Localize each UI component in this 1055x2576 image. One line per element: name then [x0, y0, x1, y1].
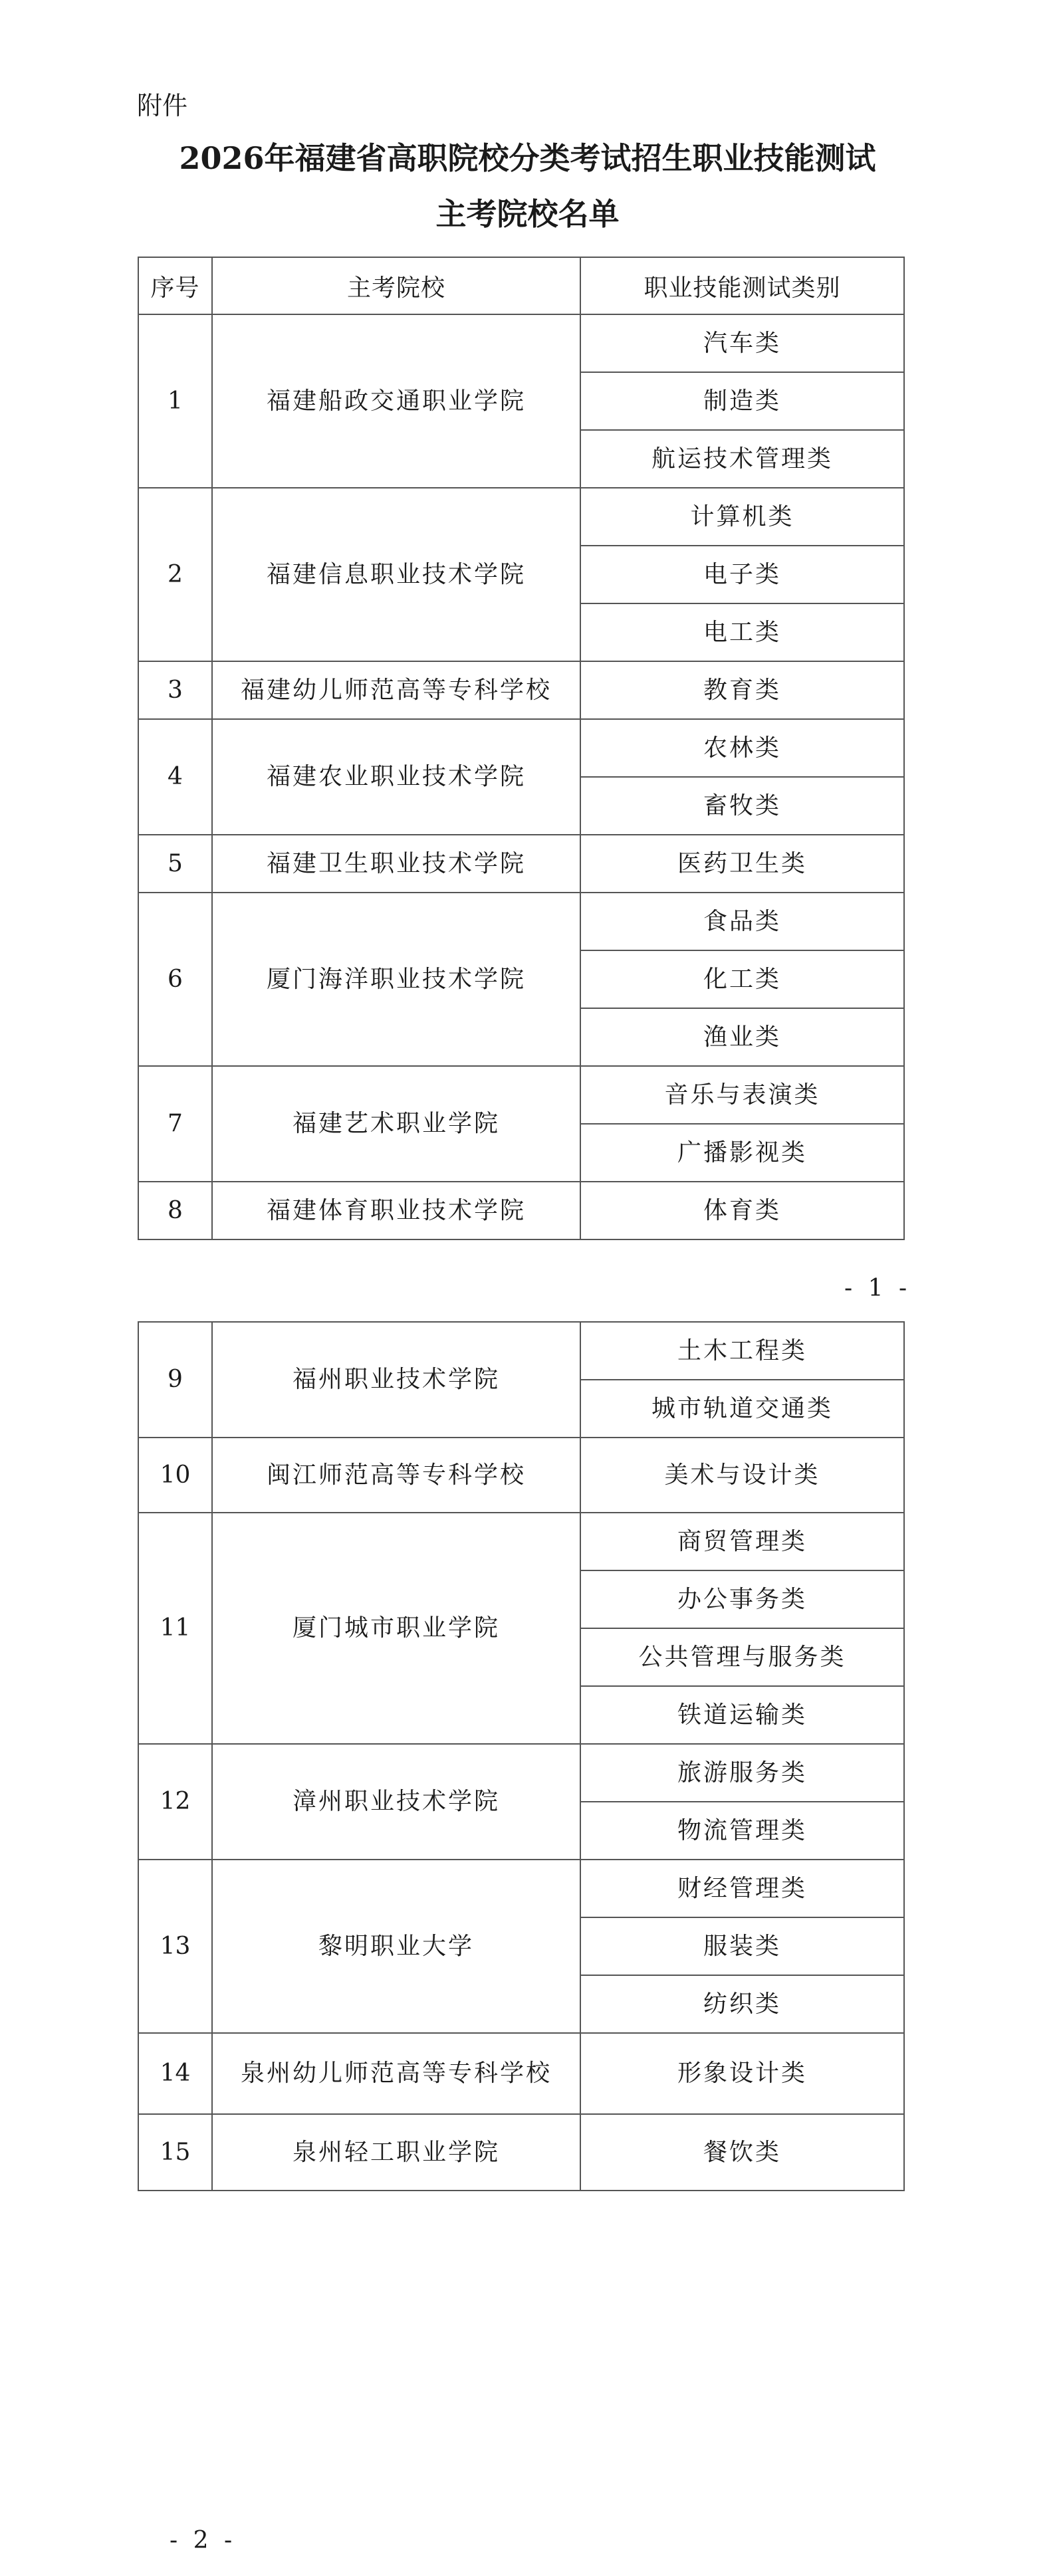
- table-header-row: [138, 257, 904, 314]
- row-category: 音乐与表演类: [580, 1066, 904, 1124]
- row-no: 11: [138, 1513, 212, 1744]
- row-school: 泉州幼儿师范高等专科学校: [212, 2033, 580, 2114]
- row-no: 10: [138, 1438, 212, 1513]
- row-school: 泉州轻工职业学院: [212, 2114, 580, 2191]
- row-no: 15: [138, 2114, 212, 2191]
- row-school: 福州职业技术学院: [212, 1322, 580, 1438]
- row-category: 旅游服务类: [580, 1744, 904, 1802]
- page-number: - 2 -: [170, 2527, 237, 2554]
- header-category: 职业技能测试类别: [580, 257, 904, 314]
- row-category: 纺织类: [580, 1975, 904, 2033]
- row-category: 化工类: [580, 950, 904, 1008]
- row-category: 服装类: [580, 1917, 904, 1975]
- row-school: 漳州职业技术学院: [212, 1744, 580, 1860]
- row-category: 铁道运输类: [580, 1686, 904, 1744]
- row-category: 食品类: [580, 893, 904, 950]
- row-category: 电工类: [580, 603, 904, 661]
- row-category: 物流管理类: [580, 1802, 904, 1860]
- row-no: 14: [138, 2033, 212, 2114]
- row-category: 城市轨道交通类: [580, 1380, 904, 1438]
- table-row: [138, 2033, 904, 2114]
- row-category: 土木工程类: [580, 1322, 904, 1380]
- table-row: [138, 488, 904, 546]
- table-row: [138, 1438, 904, 1513]
- row-school: 闽江师范高等专科学校: [212, 1438, 580, 1513]
- row-no: 5: [138, 835, 212, 893]
- row-category: 财经管理类: [580, 1860, 904, 1917]
- row-category: 商贸管理类: [580, 1513, 904, 1570]
- row-school: 福建农业职业技术学院: [212, 719, 580, 835]
- row-no: 6: [138, 893, 212, 1066]
- row-category: 农林类: [580, 719, 904, 777]
- header-no: 序号: [138, 257, 212, 314]
- row-category: 航运技术管理类: [580, 430, 904, 488]
- row-school: 福建体育职业技术学院: [212, 1182, 580, 1239]
- row-school: 福建艺术职业学院: [212, 1066, 580, 1182]
- table-row: [138, 1744, 904, 1802]
- row-school: 厦门城市职业学院: [212, 1513, 580, 1744]
- table-row: [138, 1182, 904, 1239]
- header-school: 主考院校: [212, 257, 580, 314]
- table-row: [138, 835, 904, 893]
- row-category: 畜牧类: [580, 777, 904, 835]
- row-category: 办公事务类: [580, 1570, 904, 1628]
- table-row: [138, 661, 904, 719]
- schools-table-page2: [138, 1321, 905, 2191]
- row-school: 厦门海洋职业技术学院: [212, 893, 580, 1066]
- row-category: 美术与设计类: [580, 1438, 904, 1513]
- table-row: [138, 314, 904, 372]
- row-no: 3: [138, 661, 212, 719]
- row-category: 形象设计类: [580, 2033, 904, 2114]
- row-category: 公共管理与服务类: [580, 1628, 904, 1686]
- row-no: 12: [138, 1744, 212, 1860]
- row-category: 医药卫生类: [580, 835, 904, 893]
- row-category: 广播影视类: [580, 1124, 904, 1182]
- row-category: 汽车类: [580, 314, 904, 372]
- table-row: [138, 1066, 904, 1124]
- row-no: 7: [138, 1066, 212, 1182]
- page-number: - 1 -: [844, 1275, 911, 1302]
- document-title: 2026年福建省高职院校分类考试招生职业技能测试: [179, 140, 876, 176]
- row-category: 电子类: [580, 546, 904, 603]
- row-no: 13: [138, 1860, 212, 2033]
- row-no: 4: [138, 719, 212, 835]
- row-no: 8: [138, 1182, 212, 1239]
- document-subtitle: 主考院校名单: [435, 196, 620, 232]
- attachment-label: 附件: [137, 91, 188, 120]
- row-school: 福建卫生职业技术学院: [212, 835, 580, 893]
- schools-table-page1: [138, 257, 905, 1240]
- row-category: 渔业类: [580, 1008, 904, 1066]
- row-no: 9: [138, 1322, 212, 1438]
- row-school: 福建船政交通职业学院: [212, 314, 580, 488]
- row-no: 2: [138, 488, 212, 661]
- table-row: [138, 2114, 904, 2191]
- table-row: [138, 893, 904, 950]
- table-row: [138, 1860, 904, 1917]
- row-school: 黎明职业大学: [212, 1860, 580, 2033]
- table-row: [138, 1513, 904, 1570]
- row-category: 餐饮类: [580, 2114, 904, 2191]
- table-row: [138, 719, 904, 777]
- row-category: 体育类: [580, 1182, 904, 1239]
- row-category: 教育类: [580, 661, 904, 719]
- row-category: 计算机类: [580, 488, 904, 546]
- row-category: 制造类: [580, 372, 904, 430]
- row-no: 1: [138, 314, 212, 488]
- row-school: 福建幼儿师范高等专科学校: [212, 661, 580, 719]
- table-row: [138, 1322, 904, 1380]
- row-school: 福建信息职业技术学院: [212, 488, 580, 661]
